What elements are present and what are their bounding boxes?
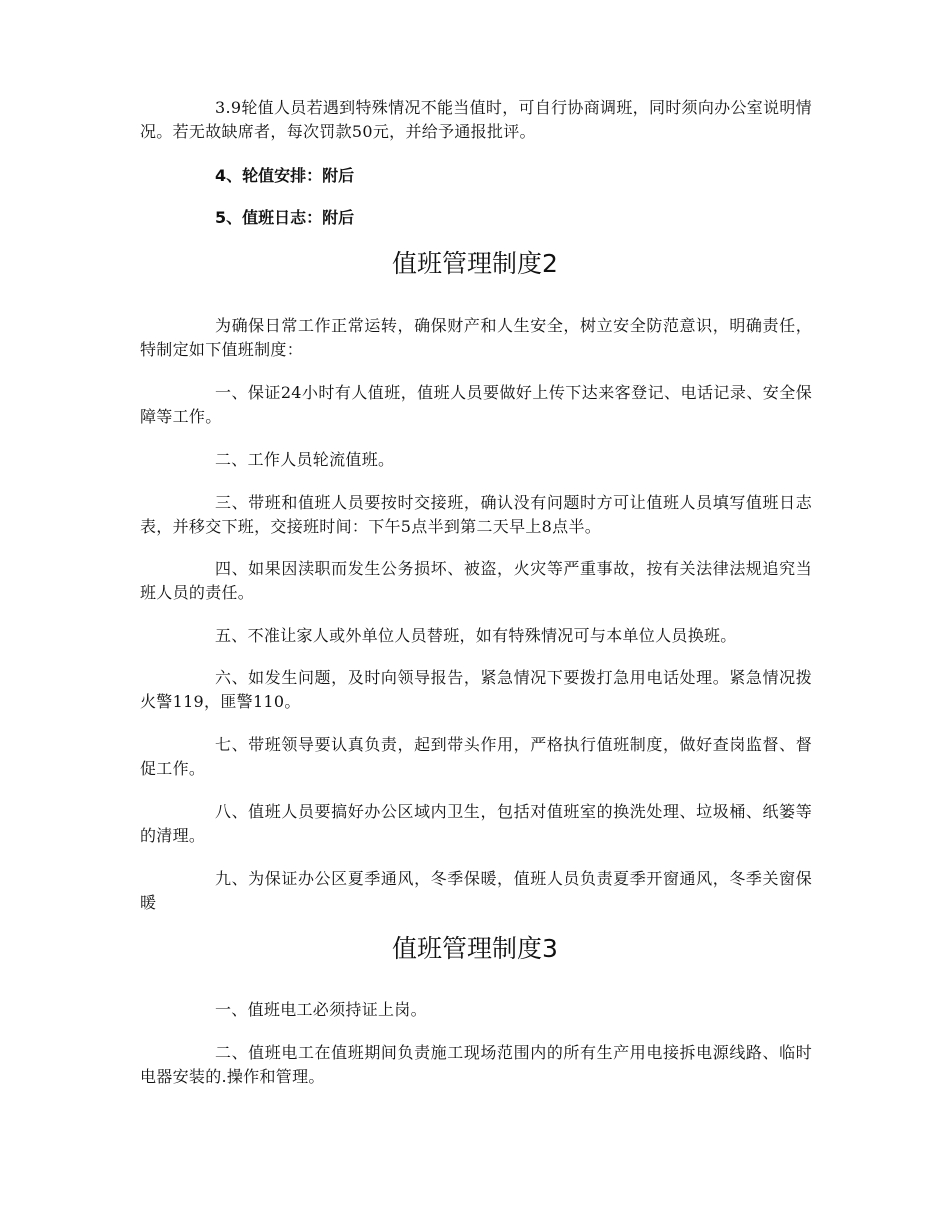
rule-7: 七、带班领导要认真负责，起到带头作用，严格执行值班制度，做好查岗监督、督促工作。: [140, 735, 812, 778]
rule-6: 六、如发生问题，及时向领导报告，紧急情况下要拨打急用电话处理。紧急情况拨火警119，匪警110。: [140, 668, 812, 711]
rule-3: 三、带班和值班人员要按时交接班，确认没有问题时方可让值班人员填写值班日志表，并移交下班，交接班时间：下午5点半到第二天早上8点半。: [140, 493, 812, 536]
rule-4: 四、如果因渎职而发生公务损坏、被盗，火灾等严重事故，按有关法律法规追究当班人员的责任。: [140, 559, 812, 602]
rule-2: 二、工作人员轮流值班。: [215, 450, 395, 469]
section-3-rule-2: 二、值班电工在值班期间负责施工现场范围内的所有生产用电接拆电源线路、临时电器安装的.操作和管理。: [140, 1043, 812, 1086]
rule-8: 八、值班人员要搞好办公区域内卫生，包括对值班室的换洗处理、垃圾桶、纸篓等的清理。: [140, 802, 812, 845]
rule-5: 五、不准让家人或外单位人员替班，如有特殊情况可与本单位人员换班。: [215, 626, 737, 645]
item-4-rotation-schedule: 4、轮值安排：附后: [215, 166, 355, 185]
item-5-duty-log: 5、值班日志：附后: [215, 208, 355, 227]
rule-1: 一、保证24小时有人值班，值班人员要做好上传下达来客登记、电话记录、安全保障等工作。: [140, 383, 812, 426]
rule-9: 九、为保证办公区夏季通风，冬季保暖，值班人员负责夏季开窗通风，冬季关窗保暖: [140, 869, 812, 912]
section-2-intro: 为确保日常工作正常运转，确保财产和人生安全，树立安全防范意识，明确责任，特制定如下值班制度：: [140, 316, 812, 359]
paragraph-3-9: 3.9轮值人员若遇到特殊情况不能当值时，可自行协商调班，同时须向办公室说明情况。若无故缺席者，每次罚款50元，并给予通报批评。: [140, 98, 812, 141]
section-3-title: 值班管理制度3: [392, 934, 558, 963]
section-2-title: 值班管理制度2: [392, 249, 558, 278]
section-3-rule-1: 一、值班电工必须持证上岗。: [215, 1000, 427, 1019]
